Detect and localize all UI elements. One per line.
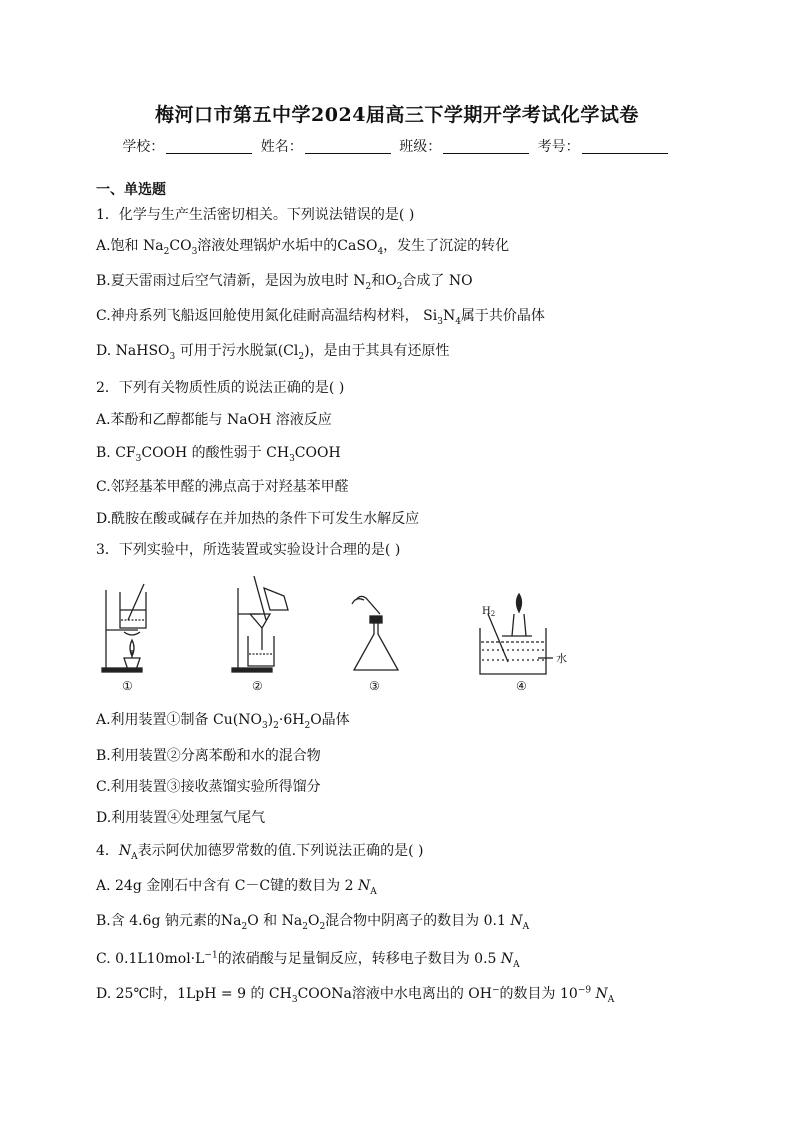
q1-c-text-1: C.神舟系列飞船返回舱使用氮化硅耐高温结构材料， <box>96 308 419 324</box>
q3-option-d[interactable]: D.利用装置④处理氢气尾气 <box>96 810 266 826</box>
class-label: 班级： <box>399 139 442 155</box>
q4-c-value: 0.5 $N_A$ <box>474 951 520 970</box>
q2-option-c[interactable]: C.邻羟基苯甲醛的沸点高于对羟基苯甲醛 <box>96 479 349 495</box>
student-info-row <box>0 136 794 156</box>
q1-a-text-3: ，发生了沉淀的转化 <box>383 238 510 254</box>
apparatus-3-flask <box>352 596 398 670</box>
q4-d-text-2: 溶液中水电离出的 <box>351 986 464 1002</box>
q1-b-formula-no: NO <box>448 273 473 289</box>
q1-d-text-3: ，是由于其具有还原性 <box>309 343 450 359</box>
q4-stem-line: 4．$N_A$表示阿伏加德罗常数的值.下列说法正确的是( ) <box>96 843 424 862</box>
apparatus-4-h2-tail-gas <box>480 594 553 674</box>
q1-b-formula-o2: $O_2$ <box>385 273 403 292</box>
q1-a-text-1: A.饱和 <box>96 238 139 254</box>
q4-c-text-2: 的浓硝酸与足量铜反应，转移电子数目为 <box>217 951 470 967</box>
apparatus-2-filtration <box>232 576 288 672</box>
school-blank[interactable] <box>166 139 252 154</box>
apparatus-diagrams <box>98 570 578 695</box>
q4-option-c[interactable]: C. $0.1L10mol\cdot L^{-1}$的浓硝酸与足量铜反应，转移电子数目为 0.5 $N_A$ <box>96 950 520 970</box>
q4-b-value: 0.1 $N_A$ <box>483 913 530 932</box>
q3-option-c[interactable]: C.利用装置③接收蒸馏实验所得馏分 <box>96 779 321 795</box>
school-label: 学校： <box>122 139 165 155</box>
q3-stem: 3．下列实验中，所选装置或实验设计合理的是( ) <box>96 542 401 558</box>
page-title: 梅河口市第五中学2024届高三下学期开学考试化学试卷 <box>155 104 639 126</box>
q3-a-formula: $Cu(NO_3)_2\cdot 6H_2O$ <box>213 712 322 731</box>
q2-option-a[interactable]: A.苯酚和乙醇都能与 NaOH 溶液反应 <box>96 412 332 428</box>
q1-d-text-1: D. <box>96 343 112 359</box>
q4-b-formula-na2o2: $Na_2O_2$ <box>281 913 326 932</box>
q4-option-b[interactable] <box>96 911 529 931</box>
q1-stem: 1．化学与生产生活密切相关。下列说法错误的是( ) <box>96 207 415 223</box>
number-blank[interactable] <box>582 139 668 154</box>
q2-b-text-3: COOH <box>294 445 341 461</box>
q1-b-text-3: 合成了 <box>402 273 445 289</box>
h2-label: $H_2$ <box>482 606 496 618</box>
q4-a-formula-cc: C－C <box>234 878 271 894</box>
q4-b-text-2: 和 <box>263 913 278 929</box>
q3-option-b[interactable]: B.利用装置②分离苯酚和水的混合物 <box>96 748 321 764</box>
apparatus-label-2: ② <box>252 679 263 693</box>
name-blank[interactable] <box>305 139 391 154</box>
q1-d-text-2: 可用于污水脱氯 <box>179 343 278 359</box>
q4-b-text-3: 混合物中阴离子的数目为 <box>325 913 480 929</box>
q4-b-text-1: B.含 4.6g 钠元素的 <box>96 913 221 929</box>
apparatus-label-1: ① <box>122 679 133 693</box>
q1-b-text-1: B.夏天雷雨过后空气清新，是因为放电时 <box>96 273 349 289</box>
q4-b-formula-na2o: $Na_2O$ <box>220 913 259 932</box>
q4-d-formula-ch3coona: $CH_3COONa$ <box>268 986 352 1005</box>
q1-b-text-2: 和 <box>371 273 386 289</box>
q1-c-text-2: 属于共价晶体 <box>460 308 545 324</box>
q1-option-a[interactable] <box>96 236 509 256</box>
q4-a-value: 2 $N_A$ <box>344 878 377 897</box>
q1-a-text-2: 溶液处理锅炉水垢中的 <box>197 238 338 254</box>
q4-d-text-3: 的数目为 <box>499 986 556 1002</box>
q4-d-text-1: D. 25℃时，1LpH = 9 的 <box>96 986 265 1002</box>
apparatus-1-evaporation <box>102 584 146 672</box>
q2-stem: 2．下列有关物质性质的说法正确的是( ) <box>96 380 345 396</box>
q4-stem: 表示阿伏加德罗常数的值.下列说法正确的是( ) <box>137 843 424 859</box>
q3-a-text-2: 晶体 <box>321 712 350 728</box>
q1-a-formula-caso4: CaSO$_4$ <box>337 238 384 257</box>
q1-d-formula-cl2: $(Cl_2)$ <box>277 343 310 362</box>
q1-c-formula-si3n4: $Si_3N_4$ <box>423 308 461 327</box>
q4-a-text-1: A. 24g 金刚石中含有 <box>96 878 231 894</box>
q4-option-a[interactable] <box>96 876 377 896</box>
q1-option-d[interactable] <box>96 341 450 361</box>
class-blank[interactable] <box>443 139 529 154</box>
apparatus-label-4: ④ <box>516 679 527 693</box>
q2-b-text-1: B. CF <box>96 445 136 461</box>
q3-option-a[interactable] <box>96 710 350 730</box>
q2-b-text-2: COOH 的酸性弱于 CH <box>141 445 290 461</box>
q1-d-formula-nahso3: NaHSO$_3$ <box>115 343 176 362</box>
q4-c-text-1: C. 0.1L10mol·L <box>96 951 205 967</box>
q4-na-symbol: N <box>118 843 132 859</box>
q4-a-text-2: 键的数目为 <box>270 878 341 894</box>
q4-d-value: $10^{-9}$ $N_A$ <box>559 985 615 1005</box>
number-label: 考号： <box>537 139 580 155</box>
q1-option-c[interactable] <box>96 306 545 326</box>
q2-option-d[interactable]: D.酰胺在酸或碱存在并加热的条件下可发生水解反应 <box>96 511 420 527</box>
water-label: 水 <box>556 652 567 665</box>
apparatus-label-3: ③ <box>369 679 380 693</box>
section-heading: 一、单选题 <box>96 182 166 198</box>
q4-option-d[interactable] <box>96 984 614 1004</box>
q1-a-formula-na2co3: $Na_2CO_3$ <box>143 238 198 257</box>
q1-b-formula-n2: $N_2$ <box>353 273 372 292</box>
q4-number: 4． <box>96 843 119 859</box>
q4-d-formula-oh: OH− <box>468 985 500 1002</box>
q1-option-b[interactable] <box>96 271 473 291</box>
q3-a-text-1: A.利用装置①制备 <box>96 712 209 728</box>
q2-option-b[interactable]: B. $CF_3COOH$ 的酸性弱于 $CH_3COOH$ <box>96 445 341 464</box>
name-label: 姓名： <box>260 139 303 155</box>
